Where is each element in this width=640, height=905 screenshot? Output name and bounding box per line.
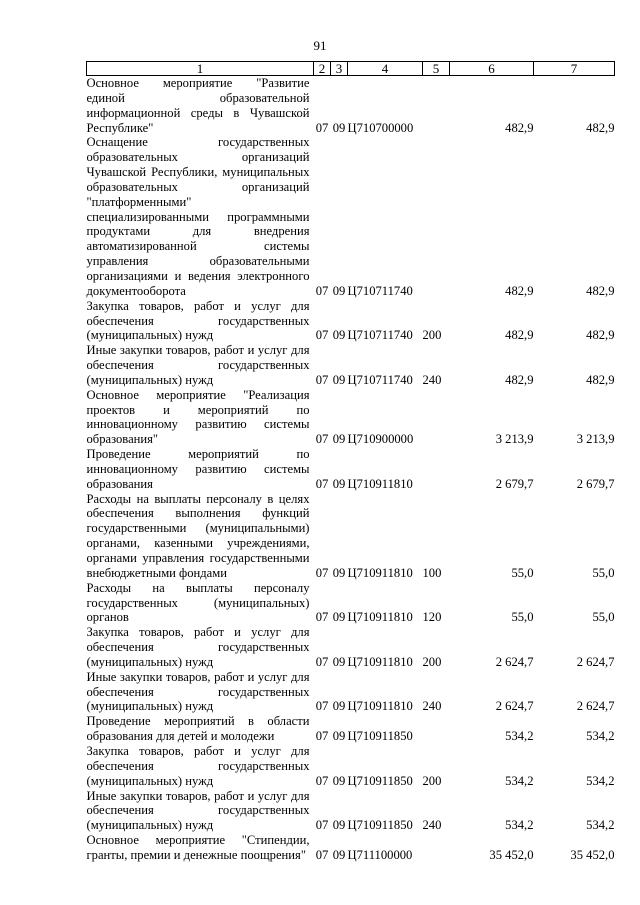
amount-col-6: 55,0 bbox=[511, 565, 534, 580]
subsection-code: 09 bbox=[332, 729, 346, 744]
target-article-code: Ц710911850 bbox=[347, 729, 413, 744]
amount-col-7: 482,9 bbox=[586, 328, 615, 343]
target-article-code: Ц710711740 bbox=[347, 283, 413, 298]
header-col-5: 5 bbox=[423, 62, 450, 76]
table-row bbox=[87, 581, 615, 626]
section-code: 07 bbox=[315, 432, 329, 447]
amount-col-7: 35 452,0 bbox=[570, 847, 615, 862]
table-row bbox=[87, 76, 615, 136]
amount-col-7: 55,0 bbox=[592, 610, 615, 625]
amount-col-7: 482,9 bbox=[586, 283, 615, 298]
table-row bbox=[87, 135, 615, 298]
expense-type-code bbox=[423, 447, 450, 492]
subsection-code: 09 bbox=[332, 120, 346, 135]
subsection-code: 09 bbox=[332, 818, 346, 833]
table-row bbox=[87, 492, 615, 581]
target-article-code: Ц710900000 bbox=[347, 432, 414, 447]
amount-col-6: 35 452,0 bbox=[489, 847, 534, 862]
expense-type-code bbox=[423, 388, 450, 447]
amount-col-7: 482,9 bbox=[586, 372, 615, 387]
subsection-code: 09 bbox=[332, 283, 346, 298]
row-description: Иные закупки товаров, работ и услуг для обеспечения государственных (муниципальных) нужд bbox=[86, 669, 310, 714]
amount-col-6: 482,9 bbox=[505, 372, 534, 387]
section-code: 07 bbox=[315, 773, 329, 788]
section-code: 07 bbox=[315, 120, 329, 135]
table-row bbox=[87, 789, 615, 834]
expense-type-code bbox=[423, 76, 450, 136]
row-description: Проведение мероприятий в области образования для детей и молодежи bbox=[86, 714, 310, 744]
subsection-code: 09 bbox=[332, 610, 346, 625]
row-description: Иные закупки товаров, работ и услуг для обеспечения государственных (муниципальных) нужд bbox=[86, 343, 310, 387]
header-col-1: 1 bbox=[87, 62, 314, 76]
amount-col-6: 482,9 bbox=[505, 328, 534, 343]
row-description: Закупка товаров, работ и услуг для обеспечения государственных (муниципальных) нужд bbox=[86, 625, 310, 669]
subsection-code: 09 bbox=[332, 699, 346, 714]
amount-col-6: 534,2 bbox=[505, 773, 534, 788]
amount-col-6: 2 624,7 bbox=[495, 699, 534, 714]
expense-type-code: 240 bbox=[422, 699, 442, 714]
expense-type-code: 120 bbox=[422, 610, 442, 625]
amount-col-7: 534,2 bbox=[586, 773, 615, 788]
amount-col-7: 2 624,7 bbox=[576, 699, 615, 714]
page-number: 91 bbox=[313, 38, 327, 53]
amount-col-7: 534,2 bbox=[586, 729, 615, 744]
row-description: Расходы на выплаты персоналу в целях обеспечения выполнения функций государственными (муниципальными) органами, казенными учреждениями, органами управления государственными внебюджетными фондами bbox=[86, 491, 310, 580]
header-col-6: 6 bbox=[450, 62, 534, 76]
section-code: 07 bbox=[315, 372, 329, 387]
expense-type-code: 200 bbox=[422, 654, 442, 669]
expense-type-code bbox=[423, 833, 450, 863]
row-description: Оснащение государственных образовательных организаций Чувашской Республики, муниципальных образовательных организаций "платформенными" специализированными программными продуктами для внедрения автоматизированной системы управления образовательными организациями и ведения электронного документооборота bbox=[86, 135, 310, 298]
table-row bbox=[87, 833, 615, 863]
amount-col-7: 2 624,7 bbox=[576, 654, 615, 669]
amount-col-6: 2 679,7 bbox=[495, 476, 534, 491]
section-code: 07 bbox=[315, 654, 329, 669]
row-description: Основное мероприятие "Реализация проектов и мероприятий по инновационному развитию системы образования" bbox=[86, 387, 310, 447]
expense-type-code: 100 bbox=[422, 565, 442, 580]
row-description: Основное мероприятие "Стипендии, гранты, премии и денежные поощрения" bbox=[86, 833, 310, 862]
amount-col-7: 55,0 bbox=[592, 565, 615, 580]
row-description: Расходы на выплаты персоналу государственных (муниципальных) органов bbox=[86, 580, 310, 625]
subsection-code: 09 bbox=[332, 372, 346, 387]
target-article-code: Ц710700000 bbox=[347, 120, 414, 135]
table-row bbox=[87, 670, 615, 715]
header-col-7: 7 bbox=[534, 62, 615, 76]
expense-type-code bbox=[423, 135, 450, 298]
amount-col-6: 534,2 bbox=[505, 818, 534, 833]
amount-col-7: 534,2 bbox=[586, 818, 615, 833]
target-article-code: Ц710911810 bbox=[347, 654, 413, 669]
subsection-code: 09 bbox=[332, 432, 346, 447]
subsection-code: 09 bbox=[332, 773, 346, 788]
budget-table bbox=[86, 61, 615, 863]
expense-type-code: 240 bbox=[422, 372, 442, 387]
expense-type-code bbox=[423, 714, 450, 744]
header-col-2: 2 bbox=[314, 62, 331, 76]
section-code: 07 bbox=[315, 283, 329, 298]
header-col-4: 4 bbox=[348, 62, 423, 76]
section-code: 07 bbox=[315, 729, 329, 744]
subsection-code: 09 bbox=[332, 476, 346, 491]
table-row bbox=[87, 343, 615, 388]
subsection-code: 09 bbox=[332, 565, 346, 580]
subsection-code: 09 bbox=[332, 328, 346, 343]
subsection-code: 09 bbox=[332, 654, 346, 669]
expense-type-code: 200 bbox=[422, 773, 442, 788]
table-row bbox=[87, 299, 615, 344]
section-code: 07 bbox=[315, 328, 329, 343]
target-article-code: Ц710711740 bbox=[347, 372, 413, 387]
subsection-code: 09 bbox=[332, 847, 346, 862]
target-article-code: Ц710911810 bbox=[347, 699, 413, 714]
table-row bbox=[87, 625, 615, 670]
target-article-code: Ц710911850 bbox=[347, 818, 413, 833]
section-code: 07 bbox=[315, 476, 329, 491]
section-code: 07 bbox=[315, 610, 329, 625]
target-article-code: Ц710911810 bbox=[347, 476, 413, 491]
expense-type-code: 240 bbox=[422, 818, 442, 833]
amount-col-6: 3 213,9 bbox=[495, 432, 534, 447]
table-row bbox=[87, 388, 615, 447]
amount-col-6: 55,0 bbox=[511, 610, 534, 625]
amount-col-7: 482,9 bbox=[586, 120, 615, 135]
target-article-code: Ц710911850 bbox=[347, 773, 413, 788]
table-row bbox=[87, 744, 615, 789]
amount-col-6: 2 624,7 bbox=[495, 654, 534, 669]
target-article-code: Ц710711740 bbox=[347, 328, 413, 343]
section-code: 07 bbox=[315, 699, 329, 714]
amount-col-7: 2 679,7 bbox=[576, 476, 615, 491]
target-article-code: Ц711100000 bbox=[347, 847, 413, 862]
target-article-code: Ц710911810 bbox=[347, 565, 413, 580]
expense-type-code: 200 bbox=[422, 328, 442, 343]
row-description: Проведение мероприятий по инновационному развитию системы образования bbox=[86, 447, 310, 491]
amount-col-6: 482,9 bbox=[505, 120, 534, 135]
section-code: 07 bbox=[315, 565, 329, 580]
row-description: Основное мероприятие "Развитие единой образовательной информационной среды в Чувашской Республике" bbox=[86, 76, 310, 135]
header-col-3: 3 bbox=[331, 62, 348, 76]
table-row bbox=[87, 447, 615, 492]
row-description: Закупка товаров, работ и услуг для обеспечения государственных (муниципальных) нужд bbox=[86, 743, 310, 788]
amount-col-6: 482,9 bbox=[505, 283, 534, 298]
amount-col-6: 534,2 bbox=[505, 729, 534, 744]
row-description: Иные закупки товаров, работ и услуг для обеспечения государственных (муниципальных) нужд bbox=[86, 788, 310, 833]
section-code: 07 bbox=[315, 818, 329, 833]
table-row bbox=[87, 714, 615, 744]
target-article-code: Ц710911810 bbox=[347, 610, 413, 625]
section-code: 07 bbox=[315, 847, 329, 862]
row-description: Закупка товаров, работ и услуг для обеспечения государственных (муниципальных) нужд bbox=[86, 298, 310, 343]
table-header-row bbox=[87, 62, 615, 76]
amount-col-7: 3 213,9 bbox=[576, 432, 615, 447]
